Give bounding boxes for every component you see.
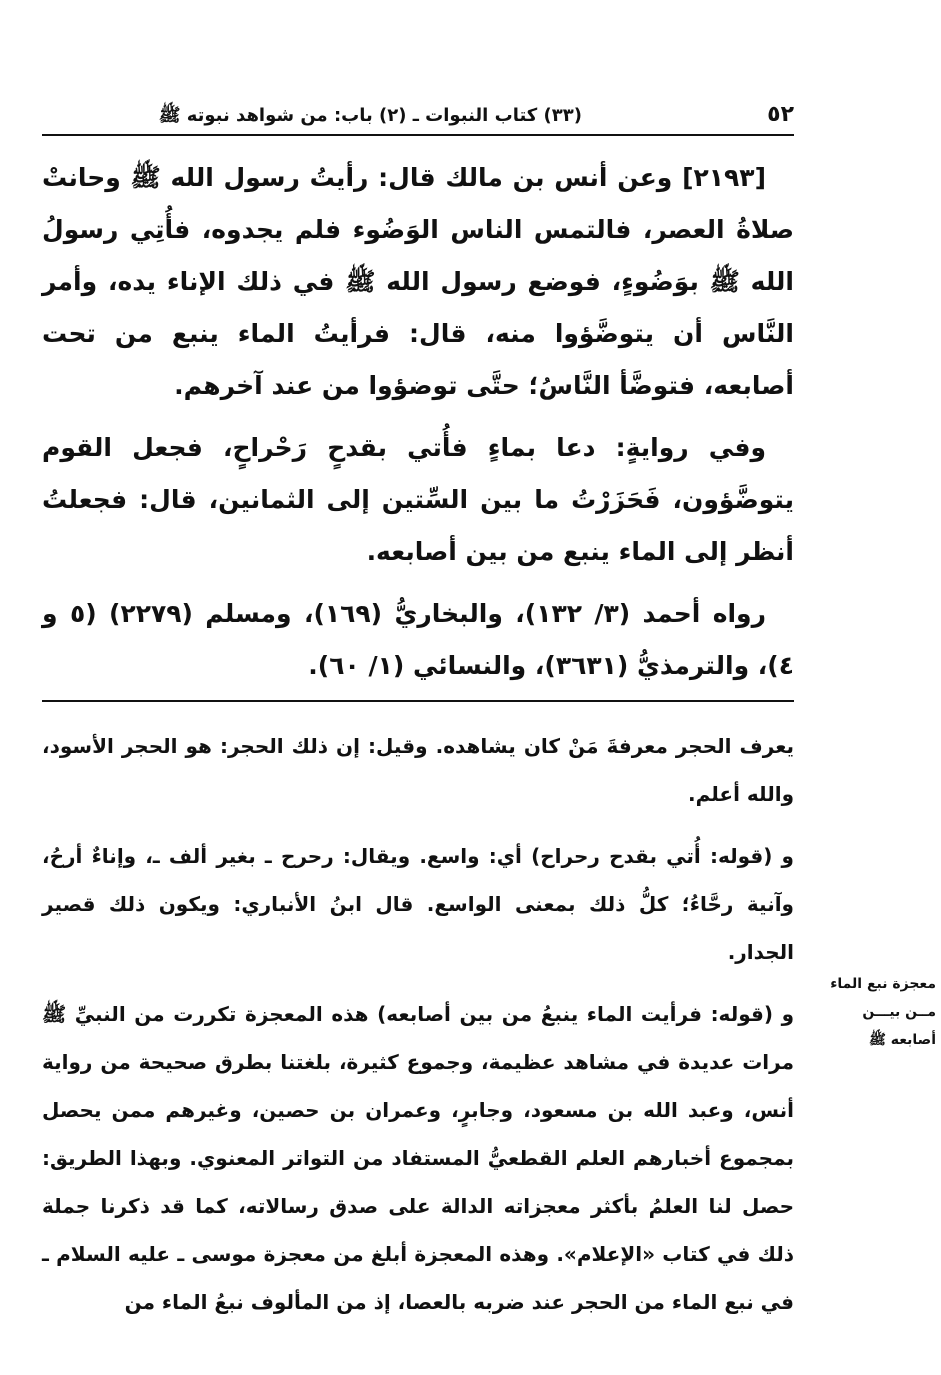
commentary-divider [42, 700, 794, 702]
citation-paragraph: رواه أحمد (٣/ ١٣٢)، والبخاريُّ (١٦٩)، ومسلم (٢٢٧٩) (٥ و ٤)، والترمذيُّ (٣٦٣١)، والنسائي (١/ ٦٠). [42, 599, 794, 680]
hadith-text [42, 152, 794, 702]
narration-paragraph: وفي روايةٍ: دعا بماءٍ فأُتي بقدحٍ رَحْراحٍ، فجعل القوم يتوضَّؤون، فَحَزَرْتُ ما بين السِّتين إلى الثمانين، قال: فجعلتُ أنظر إلى الماء ينبع من بين أصابعه. [42, 433, 794, 566]
commentary-paragraph: يعرف الحجر معرفةَ مَنْ كان يشاهده. وقيل: إن ذلك الحجر: هو الحجر الأسود، والله أعلم. [42, 734, 794, 806]
running-title: (٣٣) كتاب النبوات ـ (٢) باب: من شواهد نبوته ﷺ [158, 105, 582, 126]
margin-note [804, 970, 936, 1054]
commentary-paragraph: و (قوله: أُتي بقدح رحراح) أي: واسع. ويقال: رحرح ـ بغير ألف ـ، وإناءٌ أرحُ، وآنية رحَّاءُ؛ كلُّ ذلك بمعنى الواسع. قال ابنُ الأنباري: ويكون ذلك قصير الجدار. [42, 844, 794, 964]
page-header [42, 100, 794, 130]
hadith-paragraph: [٢١٩٣] وعن أنس بن مالك قال: رأيتُ رسول الله ﷺ وحانتْ صلاةُ العصر، فالتمس الناس الوَضُوء فلم يجدوه، فأُتِي رسولُ الله ﷺ بوَضُوءٍ، فوضع رسول الله ﷺ في ذلك الإناء يده، وأمر النَّاس أن يتوضَّؤوا منه، قال: فرأيتُ الماء ينبع من تحت أصابعه، فتوضَّأ النَّاسُ؛ حتَّى توضؤوا من عند آخرهم. [42, 163, 794, 400]
header-rule [42, 134, 794, 136]
margin-note-line: مــن بيـــن [862, 1004, 936, 1020]
page-number: ٥٢ [767, 102, 794, 127]
commentary-paragraph: و (قوله: فرأيت الماء ينبعُ من بين أصابعه) هذه المعجزة تكررت من النبيِّ ﷺ مرات عديدة في مشاهد عظيمة، وجموع كثيرة، بلغتنا بطرق صحيحة من رواية أنس، وعبد الله بن مسعود، وجابرٍ، وعمران بن حصين، وغيرهم ممن يحصل بمجموع أخبارهم العلم القطعيُّ المستفاد من التواتر المعنوي. وبهذا الطريق: حصل لنا العلمُ بأكثر معجزاته الدالة على صدق رسالاته، كما قد ذكرنا جملة ذلك في كتاب «الإعلام». وهذه المعجزة أبلغ من معجزة موسى ـ عليه السلام ـ في نبع الماء من الحجر عند ضربه بالعصا، إذ من المألوف نبعُ الماء من [42, 1002, 794, 1314]
margin-note-line: أصابعه ﷺ [868, 1032, 936, 1048]
margin-note-line: معجزة نبع الماء [830, 976, 936, 992]
commentary [42, 722, 794, 1340]
